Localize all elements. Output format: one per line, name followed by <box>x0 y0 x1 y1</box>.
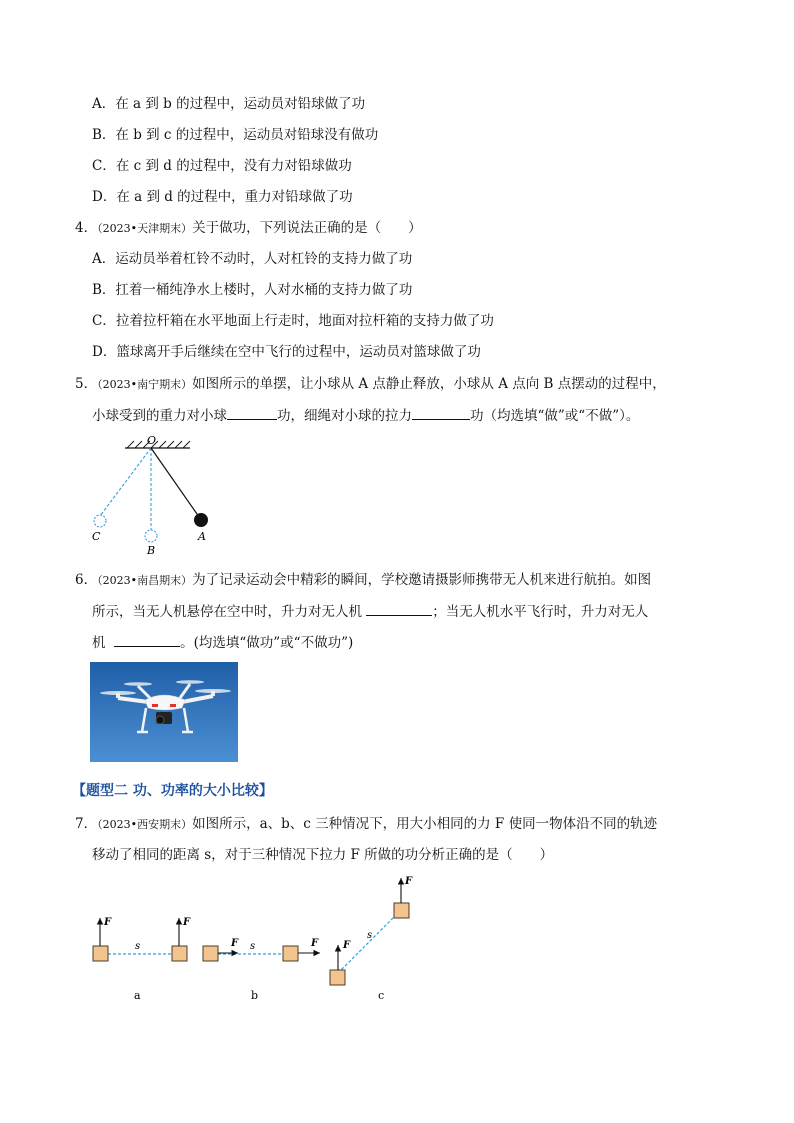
q3-option-a: A．在 a 到 b 的过程中，运动员对铅球做了功 <box>92 96 366 112</box>
q5-stem-line2 <box>92 406 639 425</box>
force-label: F <box>311 938 319 949</box>
string-to-c <box>100 448 151 516</box>
distance-label: s <box>367 930 373 941</box>
section-heading: 【题型二 功、功率的大小比较】 <box>72 783 273 799</box>
q4-stem <box>75 219 422 238</box>
question-text: 功，细绳对小球的拉力 <box>277 408 412 424</box>
ball-b <box>145 530 157 542</box>
caption-a: a <box>134 989 141 1002</box>
label-o: O <box>147 434 157 447</box>
question-text: 机 <box>92 635 106 651</box>
question-text: 所示，当无人机悬停在空中时，升力对无人机 <box>92 604 362 620</box>
q7-stem-line2: 移动了相同的距离 s，对于三种情况下拉力 F 所做的功分析正确的是（ ） <box>92 847 554 863</box>
question-text: 为了记录运动会中精彩的瞬间，学校邀请摄影师携带无人机来进行航拍。如图 <box>192 572 652 588</box>
q6-stem-line3 <box>92 633 353 652</box>
case-a <box>93 917 191 1002</box>
caption-b: b <box>251 989 259 1002</box>
q4-option-a: A．运动员举着杠铃不动时，人对杠铃的支持力做了功 <box>92 251 413 267</box>
ball-c <box>94 515 106 527</box>
force-label: F <box>183 917 191 928</box>
q3-option-d: D．在 a 到 d 的过程中，重力对铅球做了功 <box>92 189 353 205</box>
ball-a <box>194 513 208 527</box>
distance-label: s <box>135 941 141 952</box>
q5-stem-line1 <box>75 375 666 394</box>
caption-c: c <box>378 989 385 1002</box>
case-c <box>330 876 413 1002</box>
q6-stem-line2 <box>92 602 648 621</box>
answer-blank[interactable] <box>114 633 180 647</box>
answer-blank[interactable] <box>227 406 277 420</box>
label-a: A <box>198 530 206 543</box>
question-text: 。(均选填“做功”或“不做功”) <box>180 635 354 651</box>
question-number: 6． <box>75 572 98 588</box>
q3-option-c: C．在 c 到 d 的过程中，没有力对铅球做功 <box>92 158 352 174</box>
string-to-a <box>151 448 197 514</box>
force-figure <box>80 868 430 1008</box>
answer-blank[interactable] <box>366 602 432 616</box>
question-source: （2023•天津期末） <box>97 222 193 235</box>
question-source: （2023•南昌期末） <box>97 574 193 587</box>
drone-photo <box>90 662 238 762</box>
label-b: B <box>147 544 156 557</box>
question-number: 5． <box>75 376 98 392</box>
question-number: 7． <box>75 816 98 832</box>
q4-option-c: C．拉着拉杆箱在水平地面上行走时，地面对拉杆箱的支持力做了功 <box>92 313 494 329</box>
pendulum-figure <box>85 430 225 560</box>
force-label: F <box>343 940 351 951</box>
question-source: （2023•南宁期末） <box>97 378 193 391</box>
case-b <box>203 938 320 1002</box>
ceiling-hatch <box>127 441 190 448</box>
q4-option-b: B．扛着一桶纯净水上楼时，人对水桶的支持力做了功 <box>92 282 413 298</box>
distance-label: s <box>250 941 256 952</box>
force-label: F <box>231 938 239 949</box>
question-text: 如图所示的单摆，让小球从 A 点静止释放，小球从 A 点向 B 点摆动的过程中， <box>192 376 666 392</box>
q4-option-d: D．篮球离开手后继续在空中飞行的过程中，运动员对篮球做了功 <box>92 344 481 360</box>
label-c: C <box>92 530 101 543</box>
question-text: 功（均选填“做”或“不做”）。 <box>470 408 640 424</box>
answer-blank[interactable] <box>412 406 470 420</box>
q3-option-b: B．在 b 到 c 的过程中，运动员对铅球没有做功 <box>92 127 379 143</box>
question-text: ；当无人机水平飞行时，升力对无人 <box>432 604 649 620</box>
question-source: （2023•西安期末） <box>97 818 193 831</box>
question-number: 4． <box>75 220 98 236</box>
question-text: 小球受到的重力对小球 <box>92 408 227 424</box>
question-text: 如图所示，a、b、c 三种情况下，用大小相同的力 F 使同一物体沿不同的轨迹 <box>192 816 658 832</box>
force-label: F <box>405 876 413 887</box>
q6-stem-line1 <box>75 571 651 590</box>
q7-stem-line1 <box>75 815 657 834</box>
question-text: 关于做功，下列说法正确的是（ ） <box>192 220 422 236</box>
force-label: F <box>104 917 112 928</box>
